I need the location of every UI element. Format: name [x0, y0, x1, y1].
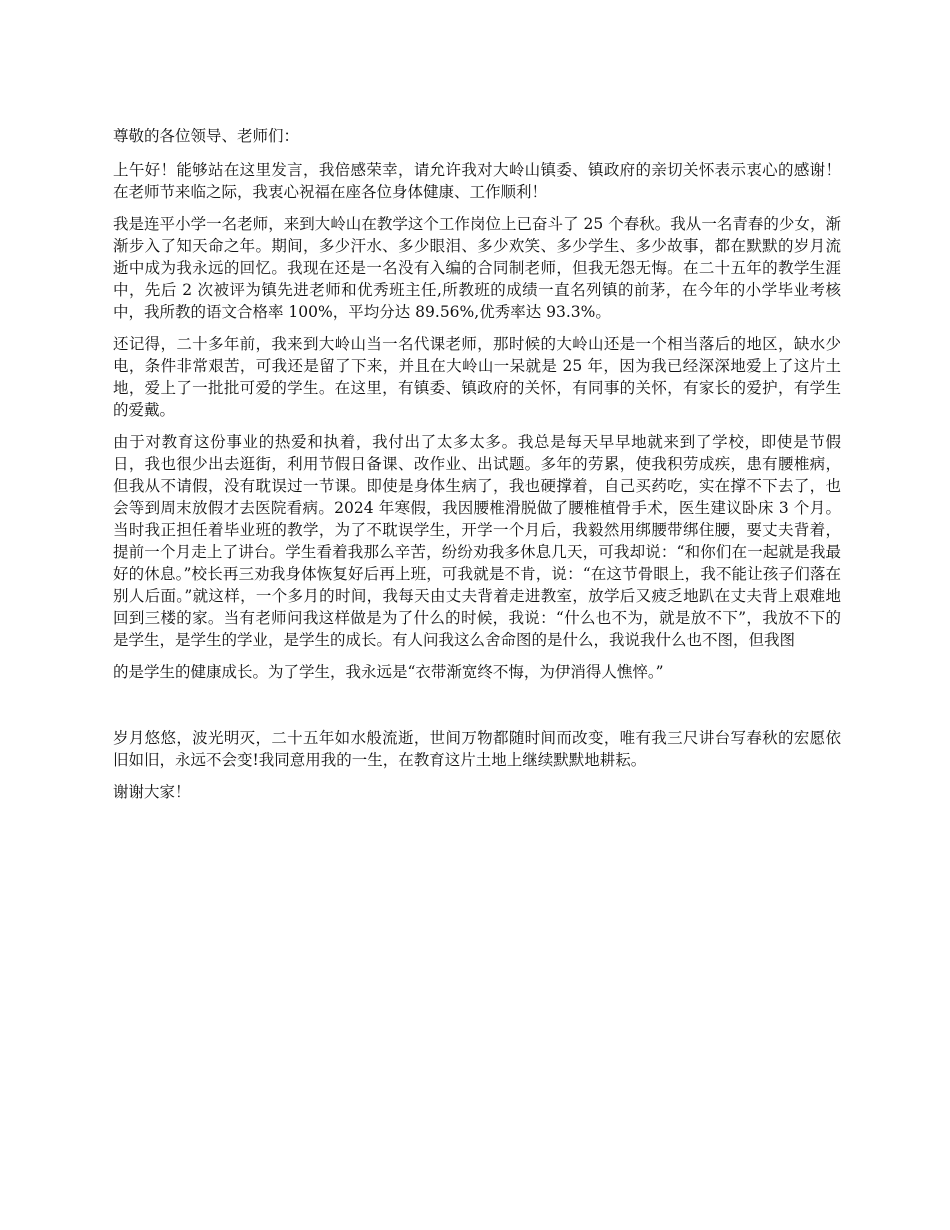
- document-body: [113, 125, 841, 813]
- blank-gap: [113, 693, 841, 727]
- paragraph-opening: 上午好！能够站在这里发言，我倍感荣幸，请允许我对大岭山镇委、镇政府的亲切关怀表示衷心的感谢！在老师节来临之际，我衷心祝福在座各位身体健康、工作顺利！: [113, 161, 841, 201]
- paragraph-introduction: 我是连平小学一名老师，来到大岭山在教学这个工作岗位上已奋斗了 25 个春秋。我从一名青春的少女，渐渐步入了知天命之年。期间，多少汗水、多少眼泪、多少欢笑、多少学生、多少故事，都在默默的岁月流逝中成为我永远的回忆。我现在还是一名没有入编的合同制老师，但我无怨无悔。在二十五年的教学生涯中，先后 2 次被评为镇先进老师和优秀班主任,所教班的成绩一直名列镇的前茅，在今年的小学毕业考核中，我所教的语文合格率 100%，平均分达 89.56%,优秀率达 93.3%。: [113, 215, 841, 321]
- paragraph-memories: 还记得，二十多年前，我来到大岭山当一名代课老师，那时候的大岭山还是一个相当落后的地区，缺水少电，条件非常艰苦，可我还是留了下来，并且在大岭山一呆就是 25 年，因为我已经深深地爱上了这片土地，爱上了一批批可爱的学生。在这里，有镇委、镇政府的关怀，有同事的关怀，有家长的爱护，有学生的爱戴。: [113, 335, 841, 419]
- salutation: 尊敬的各位领导、老师们：: [113, 127, 300, 145]
- paragraph-dedication-continued: 的是学生的健康成长。为了学生，我永远是“衣带渐宽终不悔，为伊消得人憔悴。”: [113, 663, 664, 681]
- paragraph-thanks: 谢谢大家！: [113, 783, 191, 801]
- paragraph-closing: 岁月悠悠，波光明灭，二十五年如水般流逝，世间万物都随时间而改变，唯有我三尺讲台写春秋的宏愿依旧如旧，永远不会变!我同意用我的一生，在教育这片土地上继续默默地耕耘。: [113, 729, 841, 769]
- paragraph-dedication: 由于对教育这份事业的热爱和执着，我付出了太多太多。我总是每天早早地就来到了学校，即使是节假日，我也很少出去逛街，利用节假日备课、改作业、出试题。多年的劳累，使我积劳成疾，患有腰椎病，但我从不请假，没有耽误过一节课。即使是身体生病了，我也硬撑着，自己买药吃，实在撑不下去了，也会等到周末放假才去医院看病。2024 年寒假，我因腰椎滑脱做了腰椎植骨手术，医生建议卧床 3 个月。当时我正担任着毕业班的教学，为了不耽误学生，开学一个月后，我毅然用绑腰带绑住腰，要丈夫背着，提前一个月走上了讲台。学生看着我那么辛苦，纷纷劝我多休息几天，可我却说：“和你们在一起就是我最好的休息。”校长再三劝我身体恢复好后再上班，可我就是不肯，说：“在这节骨眼上，我不能让孩子们落在别人后面。”就这样，一个多月的时间，我每天由丈夫背着走进教室，放学后又疲乏地趴在丈夫背上艰难地回到三楼的家。当有老师问我这样做是为了什么的时候，我说：“什么也不为，就是放不下”，我放不下的是学生，是学生的学业，是学生的成长。有人问我这么舍命图的是什么，我说我什么也不图，但我图: [113, 433, 841, 649]
